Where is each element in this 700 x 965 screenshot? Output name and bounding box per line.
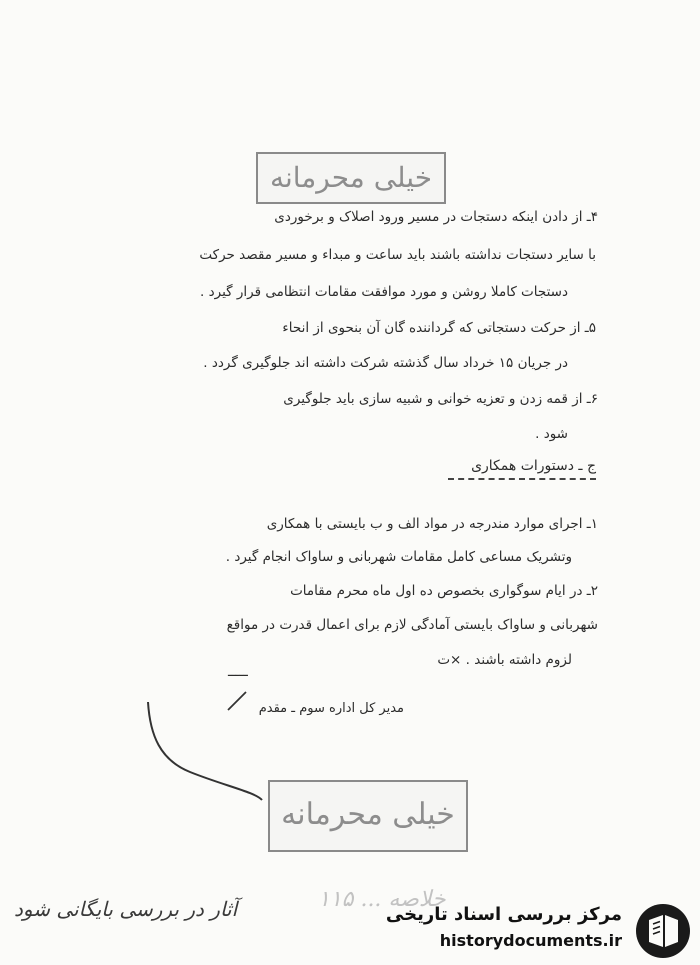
body-line: با سایر دستجات نداشته باشند باید ساعت و مبداء و مسیر مقصد حرکت <box>199 247 596 263</box>
archive-watermark <box>385 898 698 962</box>
section-line: وتشریک مساعی کامل مقامات شهربانی و ساواک انجام گیرد . <box>225 549 572 565</box>
section-line: ۲ـ در ایام سوگواری بخصوص ده اول ماه محرم مقامات <box>290 583 598 599</box>
body-line: ۶ـ از قمه زدن و تعزیه خوانی و شبیه سازی باید جلوگیری <box>283 391 598 407</box>
signatory-line: مدیر کل اداره سوم ـ مقدم <box>258 701 404 716</box>
handwritten-note: آثار در بررسی بایگانی شود <box>14 897 238 921</box>
faint-handwriting: خلاصه ... ۱۱۵ <box>318 887 446 912</box>
watermark-title: مرکز بررسی اسناد تاریخی <box>385 904 622 925</box>
body-line: شود . <box>535 426 568 442</box>
section-line: لزوم داشته باشند . ×ت <box>437 652 572 668</box>
section-line: ۱ـ اجرای موارد مندرجه در مواد الف و ب بایستی با همکاری <box>266 516 598 532</box>
archive-logo-icon <box>634 902 692 960</box>
section-line: شهربانی و ساواک بایستی آمادگی لازم برای اعمال قدرت در مواقع <box>226 617 598 633</box>
body-line: دستجات کاملا روشن و مورد موافقت مقامات انتظامی قرار گیرد . <box>200 284 568 300</box>
body-line: ۵ـ از حرکت دستجاتی که گرداننده گان آن بنحوی از انحاء <box>282 320 596 336</box>
section-heading: ج ـ دستورات همکاری <box>471 458 596 474</box>
watermark-url: historydocuments.ir <box>439 931 622 950</box>
signature-dash: ـــــ <box>228 664 248 680</box>
body-line: در جریان ۱۵ خرداد سال گذشته شرکت داشته اند جلوگیری گردد . <box>203 355 568 371</box>
classification-stamp-top: خیلی محرمانه <box>256 152 446 204</box>
body-line: ۴ـ از دادن اینکه دستجات در مسیر ورود اصلاک و برخوردی <box>274 209 598 225</box>
classification-stamp-bottom: خیلی محرمانه <box>268 780 468 852</box>
